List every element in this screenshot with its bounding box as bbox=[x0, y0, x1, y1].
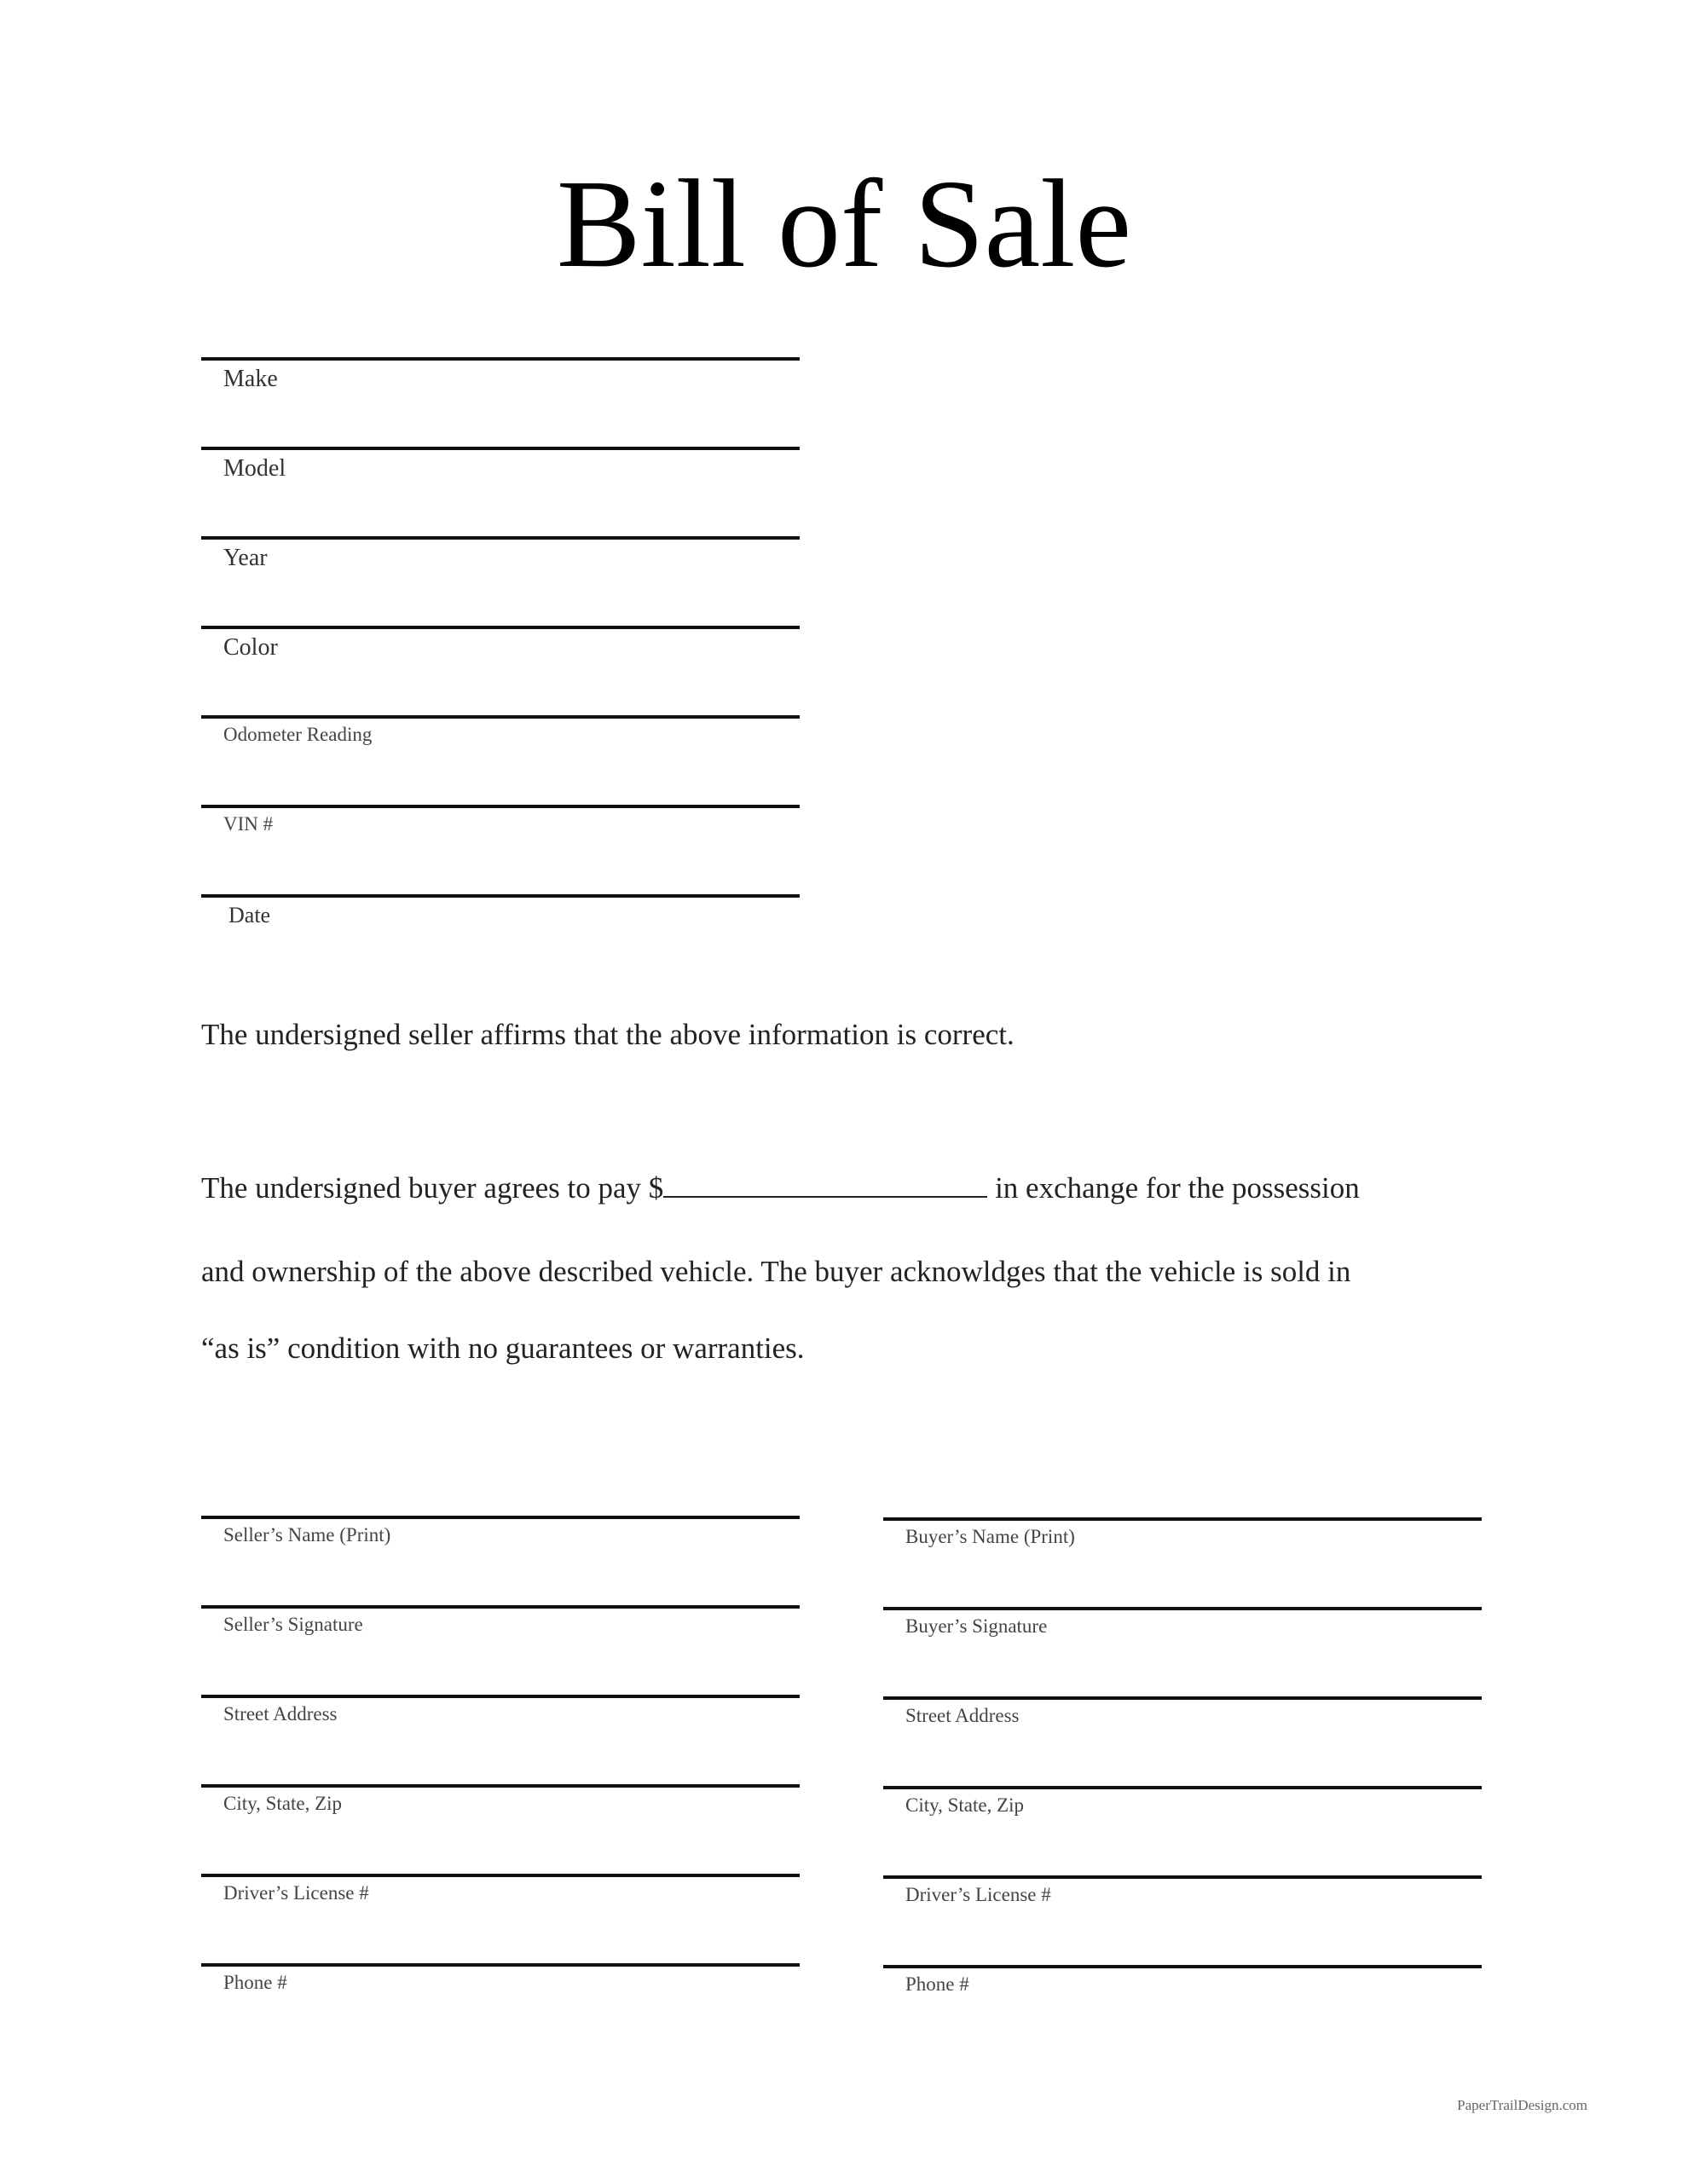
buyer-agreement-line-1 bbox=[201, 1170, 1360, 1207]
odometer-field[interactable] bbox=[201, 715, 800, 766]
seller-city-label: City, State, Zip bbox=[223, 1793, 343, 1814]
seller-license-label: Driver’s License # bbox=[223, 1882, 369, 1904]
color-field[interactable] bbox=[201, 626, 800, 677]
buyer-license-field[interactable] bbox=[883, 1875, 1482, 1927]
buyer-agreement-text-a: The undersigned buyer agrees to pay $ bbox=[201, 1171, 664, 1205]
seller-affirmation: The undersigned seller affirms that the above information is correct. bbox=[201, 1018, 1015, 1051]
field-line bbox=[201, 1695, 800, 1698]
seller-name-label: Seller’s Name (Print) bbox=[223, 1524, 391, 1546]
model-field[interactable] bbox=[201, 447, 800, 498]
color-label: Color bbox=[223, 634, 278, 661]
field-line bbox=[201, 1963, 800, 1967]
buyer-phone-field[interactable] bbox=[883, 1965, 1482, 2016]
seller-phone-label: Phone # bbox=[223, 1972, 287, 1993]
field-line bbox=[201, 626, 800, 629]
make-field[interactable] bbox=[201, 357, 800, 408]
buyer-agreement-text-b: in exchange for the possession bbox=[987, 1171, 1360, 1205]
buyer-phone-label: Phone # bbox=[905, 1973, 969, 1995]
field-line bbox=[883, 1607, 1482, 1610]
seller-phone-field[interactable] bbox=[201, 1963, 800, 2014]
buyer-name-label: Buyer’s Name (Print) bbox=[905, 1526, 1075, 1547]
field-line bbox=[201, 447, 800, 450]
buyer-agreement-line-3: “as is” condition with no guarantees or warranties. bbox=[201, 1332, 805, 1365]
buyer-signature-label: Buyer’s Signature bbox=[905, 1615, 1048, 1637]
footer-credit: PaperTrailDesign.com bbox=[1457, 2097, 1587, 2113]
field-line bbox=[201, 1784, 800, 1788]
model-label: Model bbox=[223, 455, 286, 482]
buyer-name-field[interactable] bbox=[883, 1517, 1482, 1569]
field-line bbox=[883, 1517, 1482, 1521]
field-line bbox=[201, 715, 800, 719]
seller-street-label: Street Address bbox=[223, 1703, 338, 1725]
seller-signature-field[interactable] bbox=[201, 1605, 800, 1656]
year-label: Year bbox=[223, 545, 268, 571]
odometer-label: Odometer Reading bbox=[223, 724, 373, 745]
field-line bbox=[201, 1874, 800, 1877]
year-field[interactable] bbox=[201, 536, 800, 587]
seller-street-field[interactable] bbox=[201, 1695, 800, 1746]
field-line bbox=[883, 1696, 1482, 1700]
buyer-license-label: Driver’s License # bbox=[905, 1884, 1051, 1905]
make-label: Make bbox=[223, 366, 278, 392]
seller-city-field[interactable] bbox=[201, 1784, 800, 1835]
vin-field[interactable] bbox=[201, 805, 800, 856]
field-line bbox=[883, 1965, 1482, 1968]
price-blank[interactable] bbox=[663, 1170, 987, 1198]
vin-label: VIN # bbox=[223, 813, 274, 835]
buyer-city-field[interactable] bbox=[883, 1786, 1482, 1837]
buyer-city-label: City, State, Zip bbox=[905, 1794, 1025, 1816]
buyer-agreement-line-2: and ownership of the above described vehicle. The buyer acknowldges that the vehicle is sold in bbox=[201, 1255, 1351, 1288]
date-field[interactable] bbox=[201, 894, 800, 945]
field-line bbox=[201, 1605, 800, 1609]
field-line bbox=[201, 894, 800, 898]
field-line bbox=[201, 357, 800, 361]
seller-name-field[interactable] bbox=[201, 1516, 800, 1567]
field-line bbox=[883, 1786, 1482, 1789]
field-line bbox=[201, 1516, 800, 1519]
buyer-street-field[interactable] bbox=[883, 1696, 1482, 1748]
seller-license-field[interactable] bbox=[201, 1874, 800, 1925]
field-line bbox=[883, 1875, 1482, 1879]
field-line bbox=[201, 805, 800, 808]
field-line bbox=[201, 536, 800, 540]
buyer-street-label: Street Address bbox=[905, 1705, 1020, 1726]
buyer-signature-field[interactable] bbox=[883, 1607, 1482, 1658]
document-title: Bill of Sale bbox=[556, 154, 1132, 294]
seller-signature-label: Seller’s Signature bbox=[223, 1614, 363, 1635]
date-label: Date bbox=[228, 903, 271, 927]
